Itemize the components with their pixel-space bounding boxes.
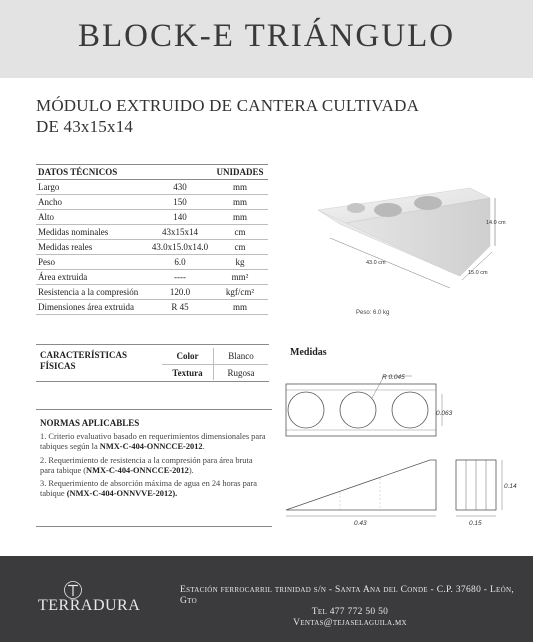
title-banner: [0, 0, 533, 78]
spec-label: Medidas reales: [36, 240, 148, 255]
spec-label: Dimensiones área extruida: [36, 300, 148, 315]
spec-unit: mm: [212, 300, 268, 315]
spec-label: Peso: [36, 255, 148, 270]
hole-2: [414, 196, 442, 210]
spec-value: 43.0x15.0x14.0: [148, 240, 212, 255]
length-label: 0.43: [354, 520, 367, 527]
spec-unit: cm: [212, 240, 268, 255]
hole-circle: [392, 392, 428, 428]
email: Ventas@tejaselaguila.mx: [293, 618, 407, 628]
width-label: 0.15: [469, 520, 482, 527]
dim-width-label: 15.0 cm: [468, 270, 488, 276]
weight-caption: Peso: 6.0 kg: [356, 310, 390, 316]
brand-name: TERRADURA: [38, 597, 141, 614]
spec-label: Ancho: [36, 195, 148, 210]
physical-characteristics: [36, 344, 269, 382]
product-title: BLOCK-E TRIÁNGULO: [77, 18, 456, 54]
standard-item-1: 1. Criterio evaluativo basado en requerimientos dimensionales para tabiques según la NMX-C-404-ONNCCE-2012.: [40, 432, 266, 452]
spec-unit: kg: [212, 255, 268, 270]
spec-label: Largo: [36, 180, 148, 195]
spec-unit: mm: [212, 195, 268, 210]
top-view-drawing: [280, 370, 530, 450]
spec-value: 430: [148, 180, 212, 195]
table-row: [36, 270, 268, 285]
spec-unit: mm: [212, 180, 268, 195]
hole-circle: [288, 392, 324, 428]
table-row: [36, 210, 268, 225]
spec-value: 120.0: [148, 285, 212, 300]
spec-label: Área extruida: [36, 270, 148, 285]
applicable-standards: [36, 409, 272, 527]
spec-value: ----: [148, 270, 212, 285]
table-row: [36, 225, 268, 240]
table-row: [36, 195, 268, 210]
physical-value: Rugosa: [227, 367, 255, 378]
table-row: [36, 300, 268, 315]
spec-unit: mm: [212, 210, 268, 225]
specs-header-label: DATOS TÉCNICOS: [36, 165, 148, 180]
phone: Tel 477 772 50 50: [311, 607, 389, 617]
physical-key: Textura: [162, 365, 214, 380]
triangle-profile: [286, 460, 436, 510]
contact-info: [180, 585, 520, 629]
subtitle-line-2: DE 43x15x14: [36, 117, 134, 136]
spec-value: 140: [148, 210, 212, 225]
physical-title-line-1: CARACTERÍSTICAS: [40, 350, 128, 360]
spec-value: 6.0: [148, 255, 212, 270]
address: Estación ferrocarril trinidad s/n - Santa Ana del Conde - C.P. 37680 - León, Gto: [180, 585, 515, 606]
spec-value: R 45: [148, 300, 212, 315]
physical-title-line-2: FÍSICAS: [40, 361, 76, 371]
spec-unit: cm: [212, 225, 268, 240]
physical-row: [162, 348, 268, 364]
spec-value: 43x15x14: [148, 225, 212, 240]
height-label: 0.14: [504, 483, 517, 490]
standard-item-3: 3. Requerimiento de absorción máxima de agua en 24 horas para tabique (NMX-C-404-ONNVVE-2012).: [40, 479, 257, 499]
measurements-heading: Medidas: [290, 347, 327, 358]
hole-1: [374, 203, 402, 217]
subtitle-line-1: MÓDULO EXTRUIDO DE CANTERA CULTIVADA: [36, 96, 420, 115]
block-3d-render: [300, 168, 510, 328]
table-row: [36, 180, 268, 195]
specs-header-row: [36, 165, 268, 180]
standards-title: NORMAS APLICABLES: [40, 418, 140, 428]
physical-key: Color: [162, 348, 214, 364]
radius-label: R 0.045: [382, 374, 405, 381]
spec-label: Medidas nominales: [36, 225, 148, 240]
standard-item-2: 2. Requerimiento de resistencia a la compresión para área bruta para tabique (NMX-C-404-ONNCCE-2012).: [40, 455, 253, 475]
specs-header-units: UNIDADES: [212, 165, 268, 180]
physical-value: Blanco: [228, 351, 254, 361]
hole-3: [347, 203, 365, 213]
side-view-drawing: [280, 450, 530, 530]
spec-label: Resistencia a la compresión: [36, 285, 148, 300]
table-row: [36, 255, 268, 270]
spec-unit: kgf/cm²: [212, 285, 268, 300]
physical-row: [162, 364, 268, 380]
hole-circle: [340, 392, 376, 428]
spec-value: 150: [148, 195, 212, 210]
spec-unit: mm²: [212, 270, 268, 285]
dim-length-label: 43.0 cm: [366, 260, 386, 266]
spec-label: Alto: [36, 210, 148, 225]
table-row: [36, 240, 268, 255]
hole-height-label: 0.063: [436, 410, 453, 417]
table-row: [36, 285, 268, 300]
technical-data-table: [36, 164, 268, 315]
dim-height-label: 14.0 cm: [486, 220, 506, 226]
product-subtitle: [36, 95, 506, 137]
